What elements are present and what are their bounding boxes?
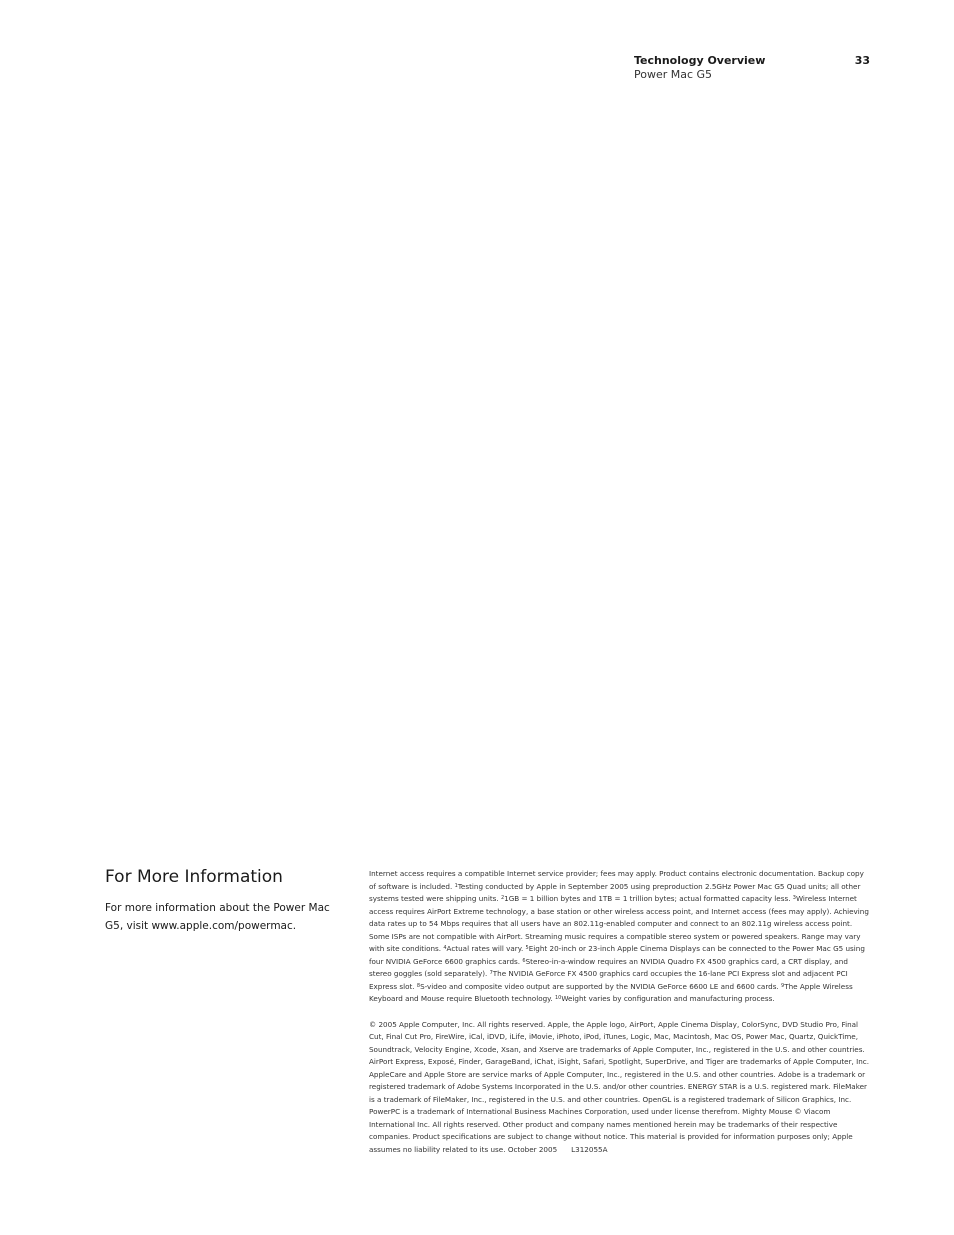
document-subtitle: Power Mac G5 [634, 68, 713, 81]
document-code: L312055A [571, 1144, 608, 1154]
footnote-marker-1: 1 [454, 882, 458, 889]
footnote-3: Wireless Internet access requires AirPort Extreme technology, a base station or other wireless access point, and Internet access (fees may apply). Achieving data rates up to 54 Mbps requires that all users have an 802.11g-enabled computer and connect to an 802.11g wireless access point. Some ISPs are not compatible with AirPort. Streaming music requires a compatible stereo system or powered speakers. Range may vary with site conditions. [369, 894, 869, 953]
footnote-marker-10: 10 [554, 995, 562, 1001]
footnote-marker-7: 7 [489, 970, 493, 976]
header-row [634, 54, 870, 67]
footnote-6: Stereo-in-a-window requires an NVIDIA Quadro FX 4500 graphics card, a CRT display, and stereo goggles (sold separately). [369, 956, 848, 978]
section-heading: For More Information [105, 867, 283, 887]
footnote-8: S-video and composite video output are supported by the NVIDIA GeForce 6600 LE and 6600 cards. [420, 981, 782, 991]
copyright-paragraph [369, 1019, 872, 1157]
page-header [634, 54, 870, 81]
footnote-marker-9: 9 [781, 982, 785, 989]
footnote-marker-8: 8 [416, 982, 421, 989]
section-body: For more information about the Power Mac G5, visit www.apple.com/powermac. [105, 902, 330, 932]
footnote-marker-6: 6 [522, 957, 526, 964]
document-title: Technology Overview [634, 54, 766, 67]
footnote-marker-4: 4 [443, 945, 447, 951]
page-number: 33 [854, 54, 870, 67]
footnote-10: Weight varies by configuration and manufacturing process. [561, 994, 775, 1003]
footnote-5: Eight 20-inch or 23-inch Apple Cinema Displays can be connected to the Power Mac G5 using four NVIDIA GeForce 6600 graphics cards. [369, 944, 865, 966]
publication-date: October 2005 [507, 1144, 558, 1154]
footnote-7: The NVIDIA GeForce FX 4500 graphics card occupies the 16-lane PCI Express slot and adjacent PCI Express slot. [369, 969, 848, 991]
footnotes-paragraph [369, 868, 872, 1006]
footnote-marker-5: 5 [525, 945, 529, 951]
more-information-section [105, 866, 337, 935]
footnote-marker-2: 2 [500, 895, 505, 901]
paragraph-gap [369, 1006, 872, 1019]
footnote-intro: Internet access requires a compatible Internet service provider; fees may apply. Product contains electronic documentation. Backup copy of software is included. [369, 869, 864, 891]
footnote-4: Actual rates will vary. [446, 944, 526, 953]
footnote-marker-3: 3 [792, 895, 796, 901]
footnote-9: The Apple Wireless Keyboard and Mouse require Bluetooth technology. [369, 981, 853, 1003]
footnote-1: Testing conducted by Apple in September 2005 using preproduction 2.5GHz Power Mac G5 Quad units; all other systems tested were shipping units. [369, 881, 861, 903]
footnote-2: 1GB = 1 billion bytes and 1TB = 1 trillion bytes; actual formatted capacity less. [504, 894, 793, 903]
legal-footnotes [369, 868, 872, 1156]
copyright-text: © 2005 Apple Computer, Inc. All rights reserved. Apple, the Apple logo, AirPort, Apple Cinema Display, ColorSync, DVD Studio Pro, Final Cut, Final Cut Pro, FireWire, iCal, iDVD, iLife, iMovie, iPhoto, iPod, iTunes, Logic, Mac, Macintosh, Mac OS, Power Mac, Quartz, QuickTime, Soundtrack, Velocity Engine, Xcode, Xsan, and Xserve are trademarks of Apple Computer, Inc., registered in the U.S. and other countries. AirPort Express, Exposé, Finder, GarageBand, iChat, iSight, Safari, Spotlight, SuperDrive, and Tiger are trademarks of Apple Computer, Inc. AppleCare and Apple Store are service marks of Apple Computer, Inc., registered in the U.S. and other countries. Adobe is a trademark or registered trademark of Adobe Systems Incorporated in the U.S. and/or other countries. ENERGY STAR is a U.S. registered mark. FileMaker is a trademark of FileMaker, Inc., registered in the U.S. and other countries. OpenGL is a registered trademark of Silicon Graphics, Inc. PowerPC is a trademark of International Business Machines Corporation, used under license therefrom. Mighty Mouse © Viacom International Inc. All rights reserved. Other product and company names mentioned herein may be trademarks of their respective companies. Product specifications are subject to change without notice. This material is provided for information purposes only; Apple assumes no liability related to its use. [369, 1019, 870, 1154]
